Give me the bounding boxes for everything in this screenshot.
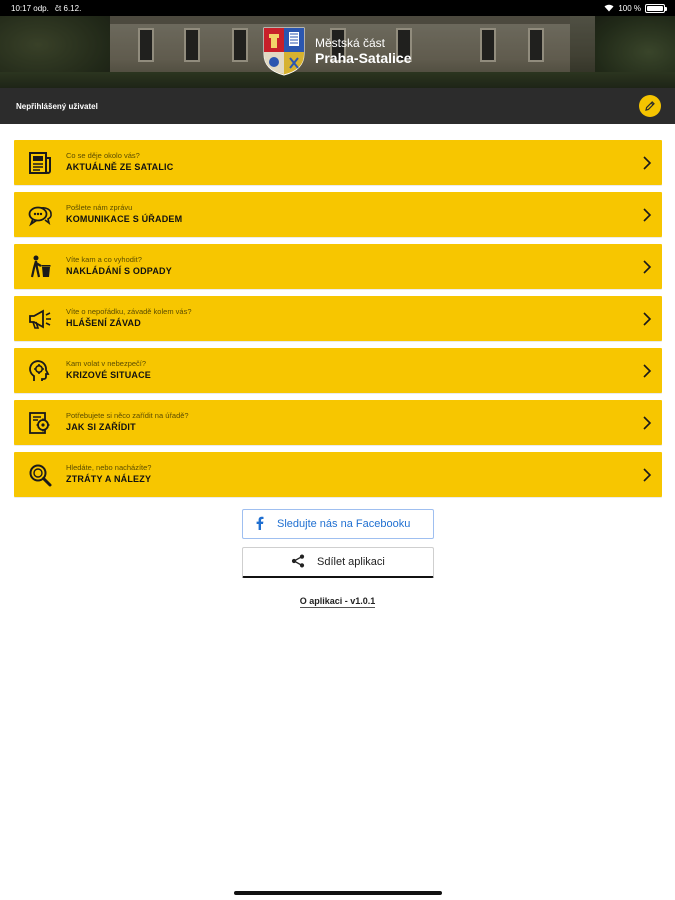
menu-item-subtitle: Hledáte, nebo nacházíte? bbox=[66, 463, 152, 472]
menu-item-komunikace[interactable] bbox=[14, 192, 662, 237]
magnifier-icon bbox=[14, 452, 66, 497]
brand bbox=[262, 26, 412, 76]
chevron-right-icon bbox=[632, 348, 662, 393]
menu-item-title: HLÁŠENÍ ZÁVAD bbox=[66, 318, 141, 328]
chevron-right-icon bbox=[632, 400, 662, 445]
brand-text bbox=[315, 26, 412, 67]
chevron-right-icon bbox=[632, 296, 662, 341]
facebook-button-label: Sledujte nás na Facebooku bbox=[277, 518, 411, 530]
facebook-button[interactable] bbox=[242, 509, 434, 539]
header-banner bbox=[0, 16, 675, 88]
home-indicator[interactable] bbox=[234, 891, 442, 895]
menu-item-krizove-situace[interactable] bbox=[14, 348, 662, 393]
coat-of-arms-icon bbox=[262, 26, 306, 76]
status-date: čt 6.12. bbox=[55, 3, 82, 13]
menu-item-subtitle: Kam volat v nebezpečí? bbox=[66, 359, 147, 368]
trash-person-icon bbox=[14, 244, 66, 289]
about-app-link[interactable]: O aplikaci - v1.0.1 bbox=[299, 596, 376, 606]
menu-item-odpady[interactable] bbox=[14, 244, 662, 289]
user-bar bbox=[0, 88, 675, 124]
document-gear-icon bbox=[14, 400, 66, 445]
share-app-button[interactable] bbox=[242, 547, 434, 578]
pencil-icon bbox=[644, 100, 656, 112]
edit-profile-button[interactable] bbox=[639, 95, 661, 117]
battery-percent: 100 % bbox=[618, 3, 641, 13]
wifi-icon bbox=[604, 4, 614, 12]
newspaper-icon bbox=[14, 140, 66, 185]
menu-item-subtitle: Co se děje okolo vás? bbox=[66, 151, 140, 160]
menu-item-subtitle: Víte o nepořádku, závadě kolem vás? bbox=[66, 307, 192, 316]
chevron-right-icon bbox=[632, 244, 662, 289]
user-status-label: Nepřihlášený uživatel bbox=[16, 101, 98, 111]
menu-item-title: AKTUÁLNĚ ZE SATALIC bbox=[66, 162, 174, 172]
share-button-label: Sdílet aplikaci bbox=[317, 556, 385, 568]
menu-item-subtitle: Pošlete nám zprávu bbox=[66, 203, 133, 212]
menu-item-ztraty-a-nalezy[interactable] bbox=[14, 452, 662, 497]
menu-item-title: KOMUNIKACE S ÚŘADEM bbox=[66, 214, 183, 224]
status-right bbox=[604, 4, 665, 13]
menu-item-aktualne[interactable] bbox=[14, 140, 662, 185]
megaphone-icon bbox=[14, 296, 66, 341]
chevron-right-icon bbox=[632, 452, 662, 497]
menu-item-jak-si-zaridit[interactable] bbox=[14, 400, 662, 445]
chevron-right-icon bbox=[632, 140, 662, 185]
battery-icon bbox=[645, 4, 665, 13]
facebook-icon bbox=[253, 516, 267, 533]
menu-item-subtitle: Víte kam a co vyhodit? bbox=[66, 255, 142, 264]
status-left bbox=[11, 4, 85, 13]
menu-item-hlaseni-zavad[interactable] bbox=[14, 296, 662, 341]
about-link-row bbox=[0, 596, 675, 606]
main-menu bbox=[14, 140, 662, 504]
head-gear-icon bbox=[14, 348, 66, 393]
share-icon bbox=[291, 554, 305, 571]
brand-line1: Městská část bbox=[315, 36, 386, 50]
chat-bubbles-icon bbox=[14, 192, 66, 237]
status-bar bbox=[0, 0, 675, 16]
brand-line2: Praha-Satalice bbox=[315, 50, 412, 66]
status-time: 10:17 odp. bbox=[11, 3, 49, 13]
menu-item-title: JAK SI ZAŘÍDIT bbox=[66, 422, 136, 432]
menu-item-title: KRIZOVÉ SITUACE bbox=[66, 370, 152, 380]
menu-item-subtitle: Potřebujete si něco zařídit na úřadě? bbox=[66, 411, 189, 420]
chevron-right-icon bbox=[632, 192, 662, 237]
menu-item-title: NAKLÁDÁNÍ S ODPADY bbox=[66, 266, 172, 276]
menu-item-title: ZTRÁTY A NÁLEZY bbox=[66, 474, 152, 484]
